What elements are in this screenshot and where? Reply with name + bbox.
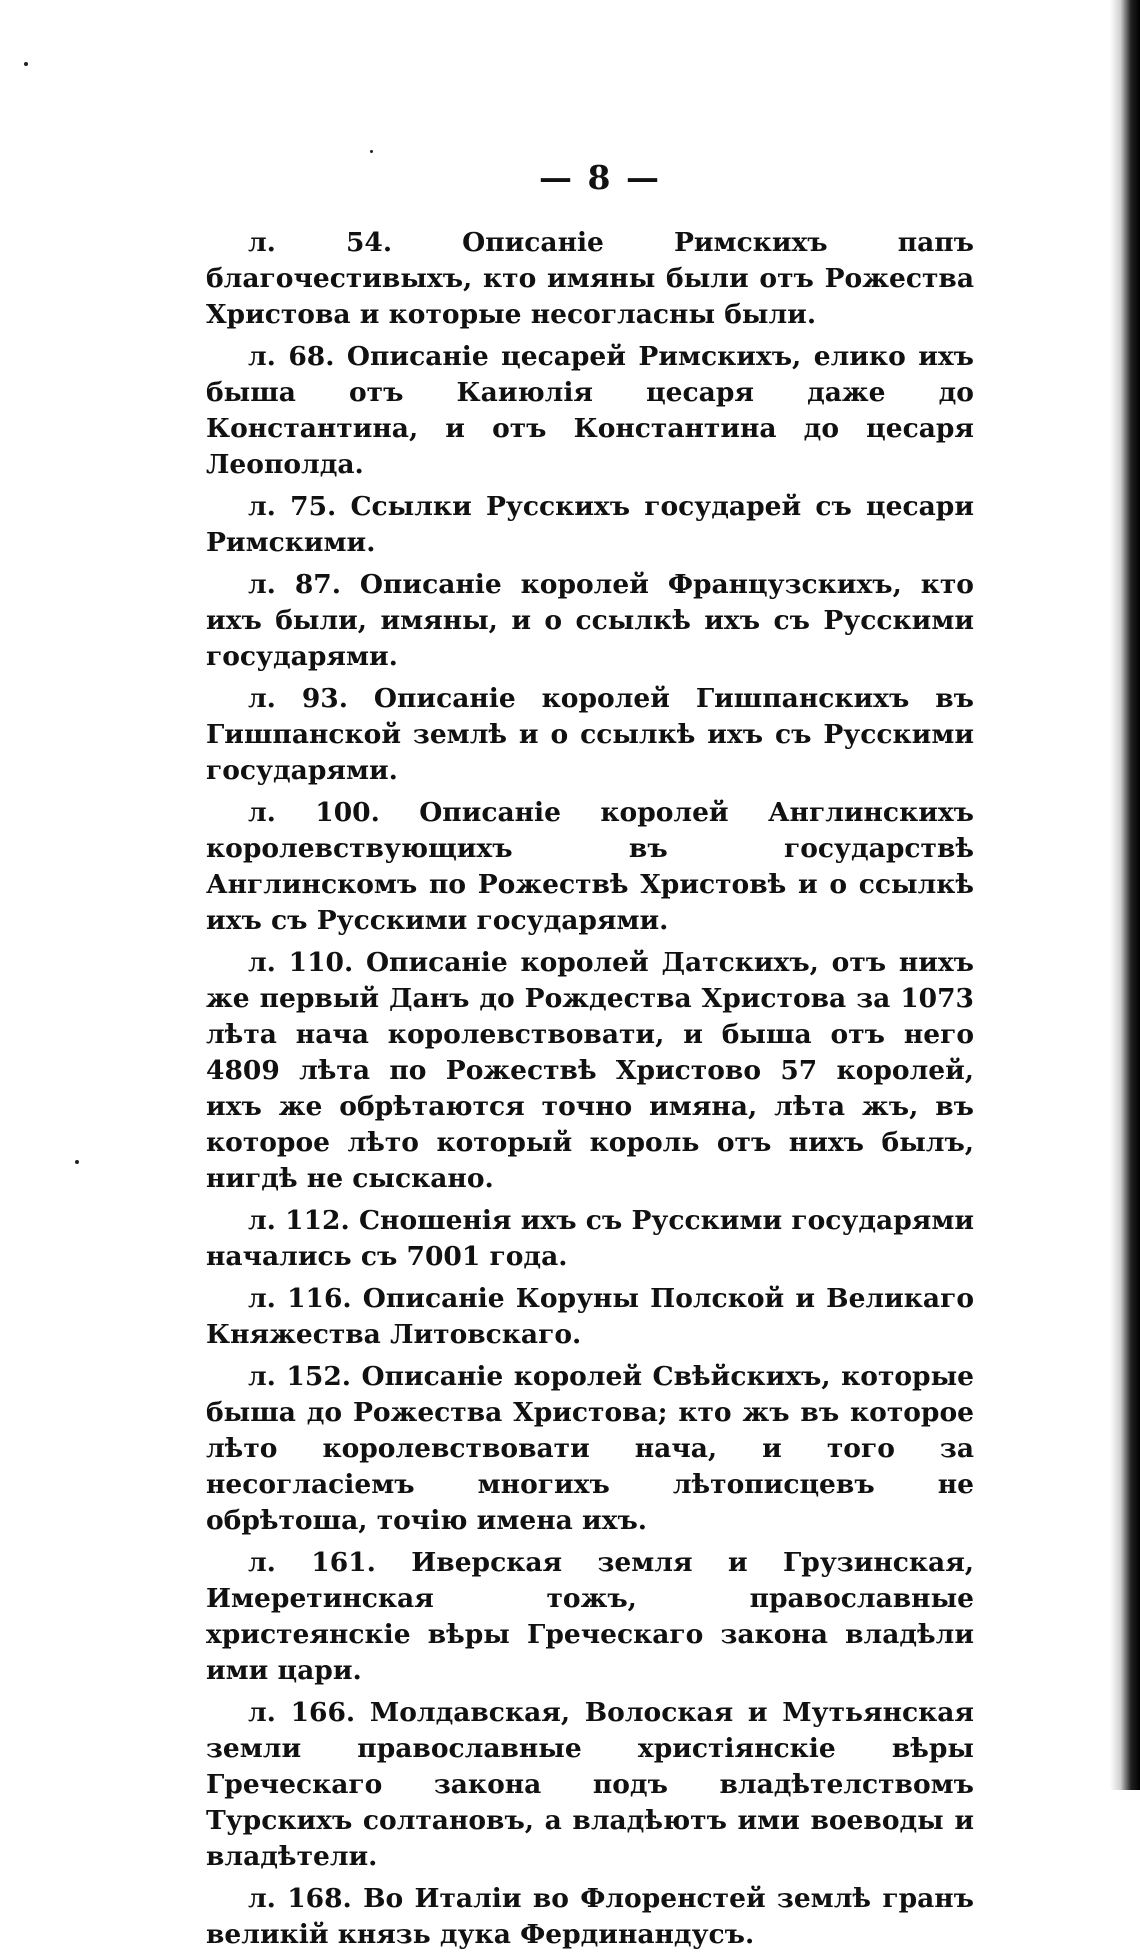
scan-speck xyxy=(75,1160,79,1164)
table-of-contents xyxy=(206,225,974,1959)
page-number: — 8 — xyxy=(539,158,661,197)
contents-entry: л. 168. Во Италiи во Флоренстей землѣ гранъ великiй князь дука Фердинандусъ. xyxy=(206,1883,974,1950)
contents-entry: л. 112. Сношенiя ихъ съ Русскими государями начались съ 7001 года. xyxy=(206,1205,974,1272)
contents-entry: л. 54. Описанiе Римскихъ папъ благочестивыхъ, кто имяны были отъ Рожества Христова и которые несогласны были. xyxy=(206,227,974,330)
scan-speck xyxy=(24,62,28,66)
contents-entry: л. 116. Описанiе Коруны Полской и Великаго Княжества Литовскаго. xyxy=(206,1283,974,1350)
contents-entry: л. 152. Описанiе королей Свѣйскихъ, которые быша до Рожества Христова; кто жъ въ которое лѣто королевствовати нача, и того за несогласiемъ многихъ лѣтописцевъ не обрѣтоша, точiю имена ихъ. xyxy=(206,1361,974,1536)
contents-entry: л. 100. Описанiе королей Англинскихъ королевствующихъ въ государствѣ Англинскомъ по Рожествѣ Христовѣ и о ссылкѣ ихъ съ Русскими государями. xyxy=(206,797,974,936)
scanned-page-edge xyxy=(1110,0,1140,1790)
contents-entry: л. 93. Описанiе королей Гишпанскихъ въ Гишпанской землѣ и о ссылкѣ ихъ съ Русскими государями. xyxy=(206,683,974,786)
contents-entry: л. 110. Описанiе королей Датскихъ, отъ нихъ же первый Данъ до Рождества Христова за 1073 лѣта нача королевствовати, и быша отъ него 4809 лѣта по Рожествѣ Христово 57 королей, ихъ же обрѣтаются точно имяна, лѣта жъ, въ которое лѣто который король отъ нихъ былъ, нигдѣ не сыскано. xyxy=(206,947,974,1194)
contents-entry: л. 68. Описанiе цесарей Римскихъ, елико ихъ быша отъ Каиюлiя цесаря даже до Константина, и отъ Константина до цесаря Леополда. xyxy=(206,341,974,480)
contents-entry: л. 87. Описанiе королей Французскихъ, кто ихъ были, имяны, и о ссылкѣ ихъ съ Русскими государями. xyxy=(206,569,974,672)
scan-speck xyxy=(370,150,373,153)
contents-entry: л. 161. Иверская земля и Грузинская, Имеретинская тожъ, православные христеянскiе вѣры Греческаго закона владѣли ими цари. xyxy=(206,1547,974,1686)
contents-entry: л. 75. Ссылки Русскихъ государей съ цесари Римскими. xyxy=(206,491,974,558)
contents-entry: л. 166. Молдавская, Волоская и Мутьянская земли православные христiянскiе вѣры Греческаго закона подъ владѣтелствомъ Турскихъ солтановъ, а владѣютъ ими воеводы и владѣтели. xyxy=(206,1697,974,1872)
